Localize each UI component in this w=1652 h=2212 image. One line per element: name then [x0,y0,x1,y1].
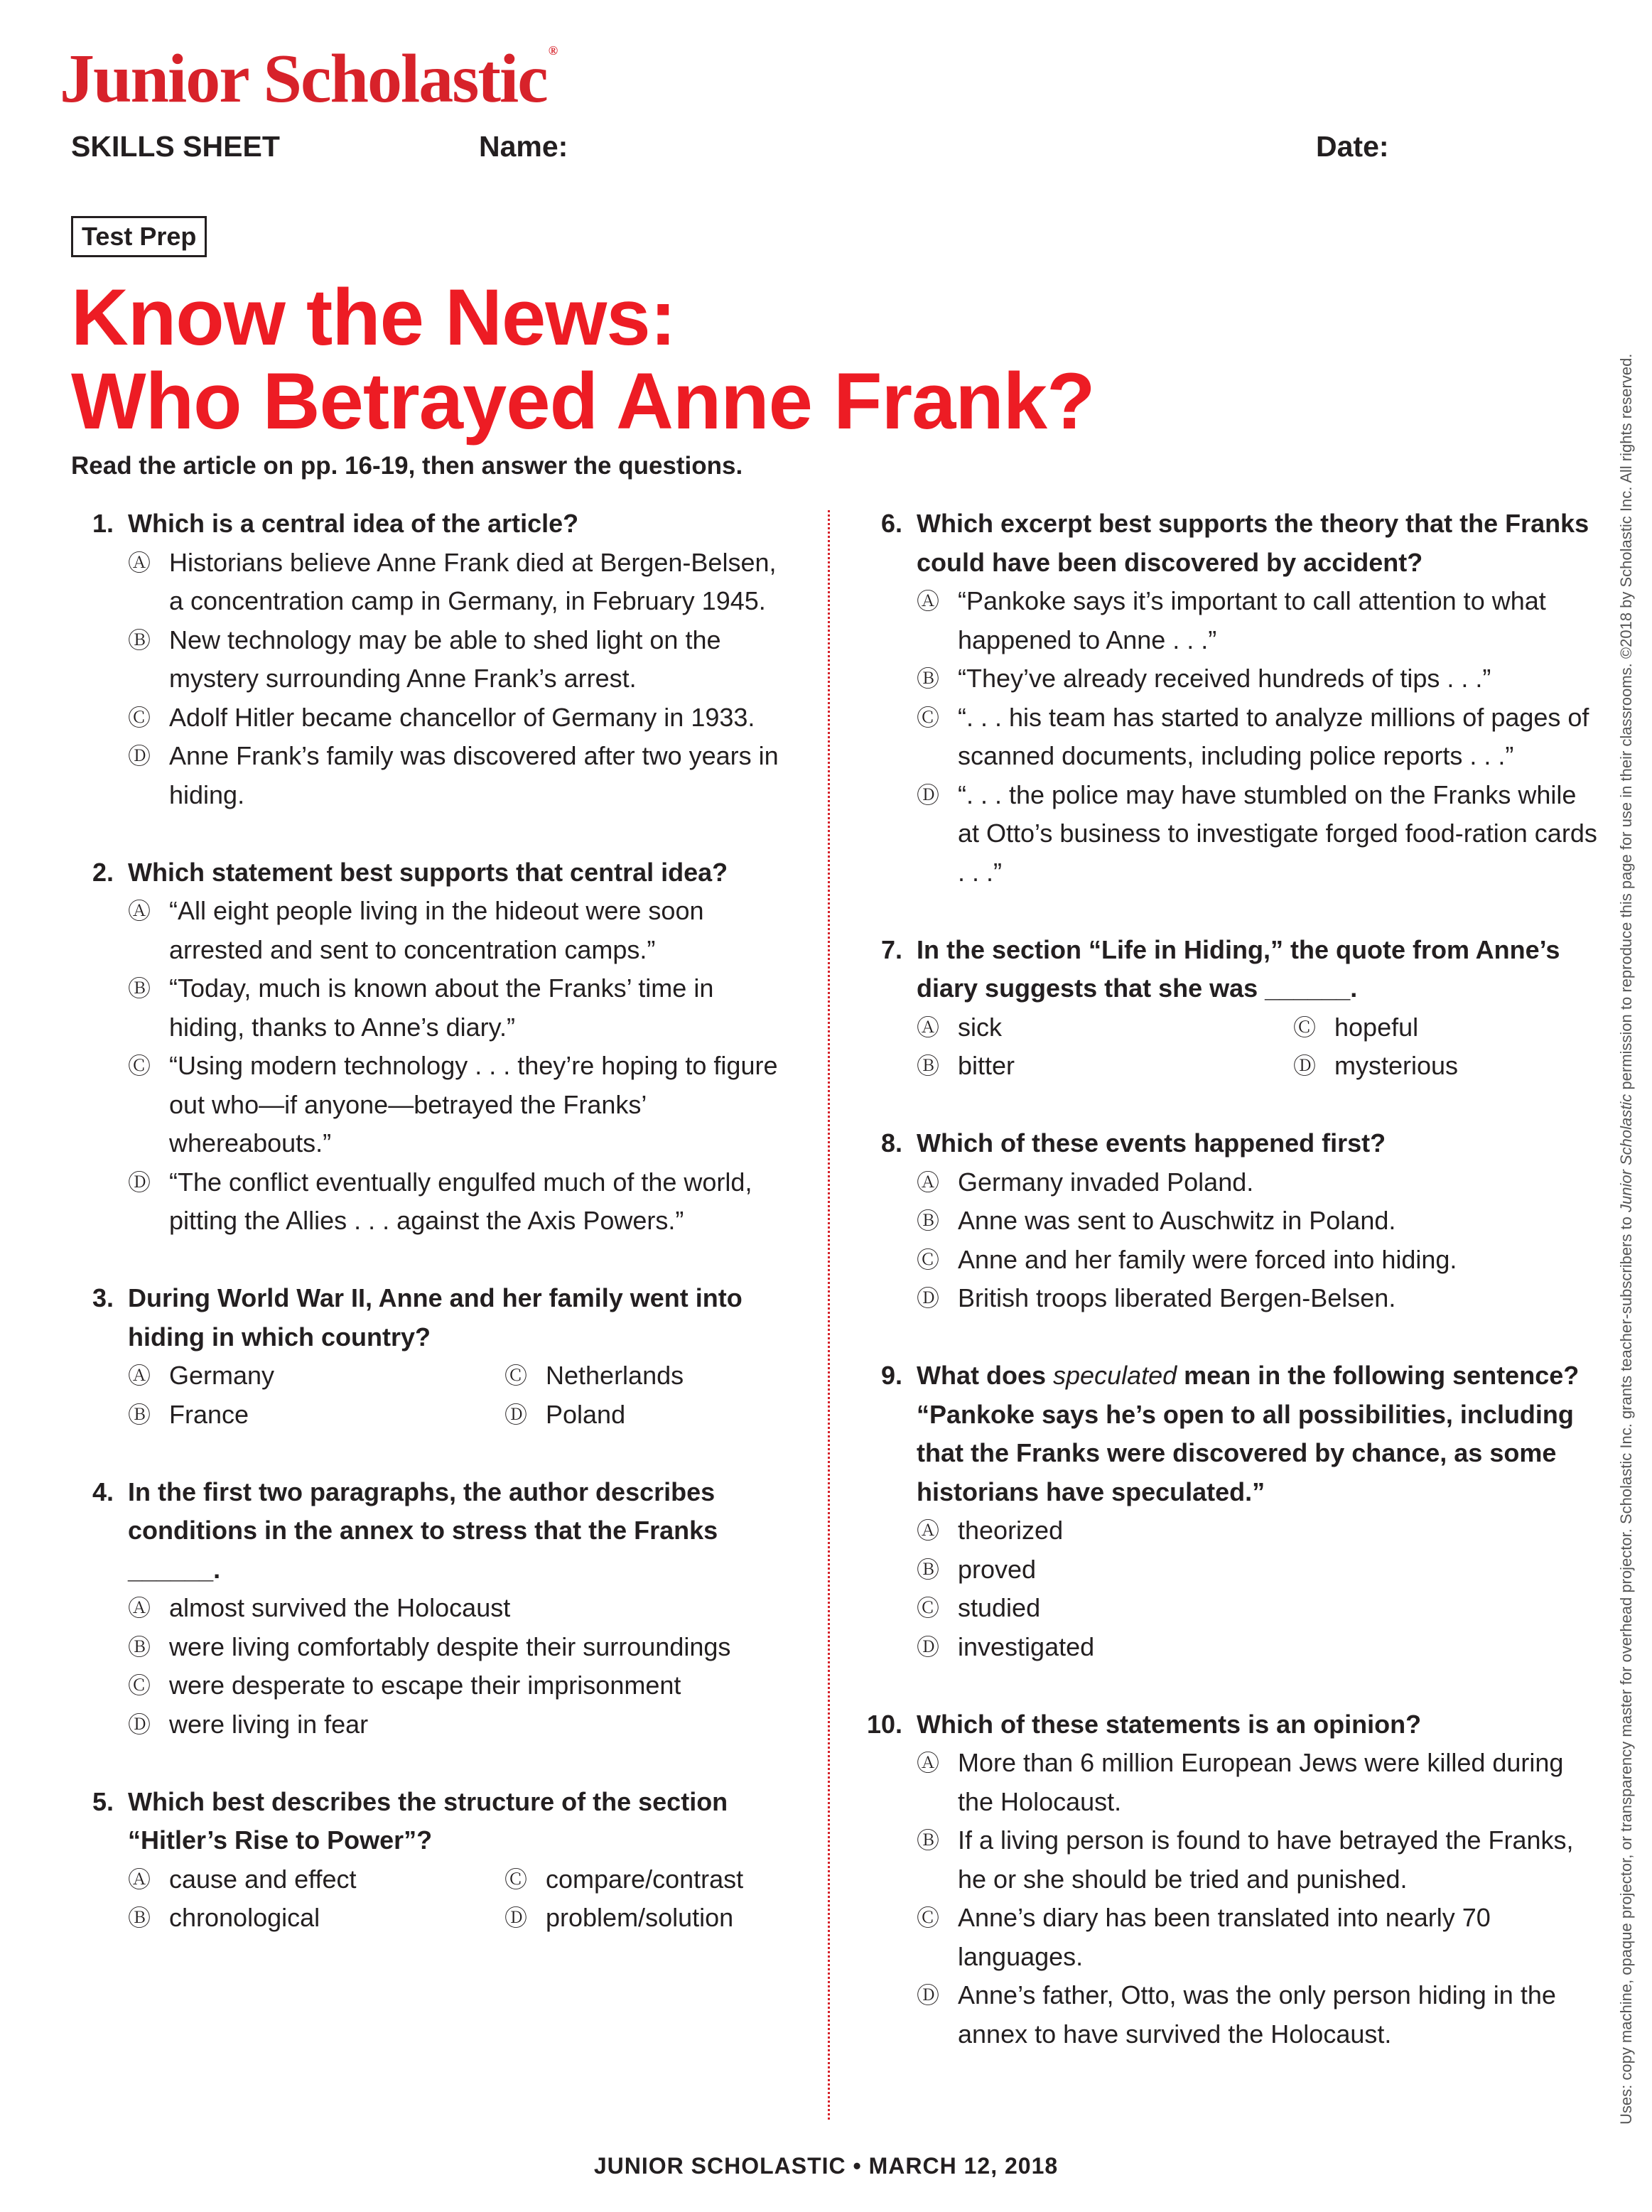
option-letter-b: Ⓑ [917,1556,940,1582]
option-letter-c: Ⓒ [1293,1014,1317,1040]
option-c[interactable] [128,1047,789,1163]
question-number: 7. [880,934,902,964]
option-a[interactable] [917,1163,1599,1202]
title-line-2: Who Betrayed Anne Frank? [71,357,1095,446]
option-text: British troops liberated Bergen-Belsen. [958,1283,1396,1312]
option-a[interactable] [917,1511,1599,1550]
option-letter-a: Ⓐ [917,588,940,614]
option-text: sick [958,1012,1002,1042]
option-letter-a: Ⓐ [128,1866,151,1892]
option-text: hopeful [1334,1012,1419,1042]
option-text: Anne’s father, Otto, was the only person hiding in the annex to have survived the Holocaust. [958,1980,1556,2049]
logo: Junior Scholastic ® [60,41,557,117]
option-text: were desperate to escape their imprisonment [169,1671,681,1700]
option-text: “The conflict eventually engulfed much of the world, pitting the Allies . . . against the Axis Powers.” [169,1167,752,1235]
name-label: Name: [479,130,568,163]
option-letter-d: Ⓓ [128,1711,151,1737]
option-letter-b: Ⓑ [917,1828,940,1853]
question-number: 5. [92,1786,114,1816]
option-text: Anne Frank’s family was discovered after two years in hiding. [169,741,779,809]
option-c[interactable] [504,1356,789,1396]
option-text: compare/contrast [546,1864,744,1894]
question-5 [71,1783,789,1938]
option-d[interactable] [128,737,789,814]
skills-sheet-label: SKILLS SHEET [71,130,280,163]
option-c[interactable] [917,1241,1599,1280]
question-number: 1. [92,509,114,538]
option-text: “Using modern technology . . . they’re hoping to figure out who—if anyone—betrayed the Franks’ whereabouts.” [169,1051,778,1158]
option-letter-a: Ⓐ [128,1595,151,1621]
option-text: New technology may be able to shed light on the mystery surrounding Anne Frank’s arrest. [169,625,721,693]
option-a[interactable] [128,544,789,621]
option-d[interactable] [504,1396,789,1435]
option-b[interactable] [128,1899,504,1938]
option-text: Adolf Hitler became chancellor of Germany in 1933. [169,702,755,732]
option-a[interactable] [128,1860,504,1899]
emphasized-word: speculated [1053,1361,1177,1390]
copyright-notice: Uses: copy machine, opaque projector, or transparency master for overhead projector. Scholastic Inc. grants teacher-subscribers to Junior Scholastic permission to reproduce this page for use in their classrooms. ©2018 by Scholastic Inc. All rights reserved. [1617,353,1635,2125]
option-text: Germany [169,1361,275,1390]
option-b[interactable] [917,659,1599,698]
option-text: “Today, much is known about the Franks’ time in hiding, thanks to Anne’s diary.” [169,973,714,1042]
option-d[interactable] [917,776,1599,892]
option-c[interactable] [917,1899,1599,1976]
option-letter-a: Ⓐ [128,549,151,576]
option-letter-b: Ⓑ [128,1401,151,1428]
option-letter-c: Ⓒ [128,704,151,730]
option-a[interactable] [917,582,1599,659]
option-d[interactable] [917,1976,1599,2054]
option-text: were living in fear [169,1709,369,1739]
question-8 [860,1124,1599,1318]
question-text: Which excerpt best supports the theory that the Franks could have been discovered by accident? [917,509,1589,577]
option-letter-b: Ⓑ [128,976,151,1001]
option-text: Anne was sent to Auschwitz in Poland. [958,1206,1396,1235]
option-letter-c: Ⓒ [128,1673,151,1698]
option-letter-d: Ⓓ [917,782,940,808]
question-text: Which statement best supports that central idea? [128,857,728,887]
option-c[interactable] [128,1666,789,1705]
option-text: “All eight people living in the hideout were soon arrested and sent to concentration camps.” [169,896,704,964]
option-letter-c: Ⓒ [917,1595,940,1621]
option-text: If a living person is found to have betrayed the Franks, he or she should be tried and punished. [958,1825,1574,1894]
option-text: Historians believe Anne Frank died at Bergen-Belsen, a concentration camp in Germany, in February 1945. [169,547,777,615]
option-b[interactable] [128,1396,504,1435]
option-text: proved [958,1554,1037,1584]
option-letter-c: Ⓒ [917,1246,940,1273]
option-letter-b: Ⓑ [917,1053,940,1079]
option-letter-b: Ⓑ [128,1905,151,1931]
option-c[interactable] [917,698,1599,776]
question-text: What does speculated mean in the following sentence? “Pankoke says he’s open to all possibilities, including that the Franks were discovered by chance, as some historians have speculated.” [917,1361,1580,1506]
option-letter-d: Ⓓ [504,1401,528,1428]
option-a[interactable] [128,1589,789,1628]
question-text: In the first two paragraphs, the author describes conditions in the annex to stress that the Franks ______. [128,1477,718,1584]
option-text: were living comfortably despite their surroundings [169,1631,731,1661]
option-b[interactable] [917,1202,1599,1241]
option-b[interactable] [128,621,789,698]
option-b[interactable] [917,1821,1599,1899]
option-a[interactable] [128,892,789,969]
question-number: 2. [92,857,114,887]
option-d[interactable] [917,1279,1599,1318]
page-footer: JUNIOR SCHOLASTIC • MARCH 12, 2018 [593,2153,1059,2179]
test-prep-badge: Test Prep [71,216,207,257]
option-letter-c: Ⓒ [917,1905,940,1931]
option-text: “. . . his team has started to analyze millions of pages of scanned documents, including police reports . . .” [958,702,1589,770]
registered-mark: ® [548,43,557,58]
option-text: bitter [958,1051,1015,1080]
option-d[interactable] [128,1163,789,1241]
option-letter-d: Ⓓ [1293,1053,1317,1079]
option-a[interactable] [917,1744,1599,1821]
option-text: cause and effect [169,1864,357,1894]
option-d[interactable] [504,1899,789,1938]
option-letter-a: Ⓐ [917,1750,940,1776]
option-text: investigated [958,1631,1095,1661]
option-letter-d: Ⓓ [128,743,151,769]
title-line-1: Know the News: [71,273,676,362]
option-a[interactable] [128,1356,504,1396]
question-text: In the section “Life in Hiding,” the quote from Anne’s diary suggests that she was ______. [917,934,1560,1003]
question-6 [860,505,1599,892]
question-text: Which best describes the structure of the section “Hitler’s Rise to Power”? [128,1786,728,1855]
option-letter-d: Ⓓ [917,1634,940,1660]
question-2 [71,853,789,1241]
option-letter-c: Ⓒ [128,1053,151,1079]
option-letter-c: Ⓒ [917,704,940,730]
question-10 [860,1705,1599,2054]
option-letter-b: Ⓑ [128,1634,151,1660]
option-letter-d: Ⓓ [917,1982,940,2008]
option-text: studied [958,1593,1041,1622]
question-4 [71,1473,789,1744]
option-letter-c: Ⓒ [504,1866,528,1892]
option-text: “. . . the police may have stumbled on the Franks while at Otto’s business to investigate forged food-ration cards . . .” [958,779,1597,887]
option-a[interactable] [917,1008,1293,1047]
option-text: More than 6 million European Jews were killed during the Holocaust. [958,1748,1564,1816]
option-text: “Pankoke says it’s important to call attention to what happened to Anne . . .” [958,586,1546,654]
option-letter-d: Ⓓ [504,1905,528,1931]
question-9 [860,1356,1599,1666]
question-number: 8. [880,1128,902,1158]
option-letter-b: Ⓑ [128,627,151,653]
question-1 [71,505,789,814]
option-letter-b: Ⓑ [917,666,940,691]
instructions: Read the article on pp. 16-19, then answer the questions. [71,452,743,480]
option-b[interactable] [128,969,789,1047]
option-letter-a: Ⓐ [917,1014,940,1040]
option-letter-d: Ⓓ [917,1285,940,1311]
option-letter-d: Ⓓ [128,1169,151,1195]
option-text: “They’ve already received hundreds of tips . . .” [958,664,1491,693]
option-c[interactable] [504,1860,789,1899]
option-text: Netherlands [546,1361,684,1390]
question-number: 3. [92,1283,114,1312]
option-text: problem/solution [546,1903,734,1932]
question-7 [860,931,1599,1086]
question-text: Which is a central idea of the article? [128,509,579,538]
option-text: Anne’s diary has been translated into nearly 70 languages. [958,1903,1491,1971]
option-letter-a: Ⓐ [128,1363,151,1388]
option-d[interactable] [128,1705,789,1744]
option-letter-a: Ⓐ [128,898,151,924]
column-divider [828,510,830,2120]
option-b[interactable] [917,1550,1599,1590]
left-column [71,505,789,1976]
right-column [860,505,1599,2093]
option-letter-b: Ⓑ [917,1208,940,1234]
option-text: France [169,1399,249,1429]
question-number: 10. [866,1709,902,1739]
question-number: 4. [92,1477,114,1506]
option-b[interactable] [128,1628,789,1667]
option-text: theorized [958,1516,1064,1545]
question-text: Which of these statements is an opinion? [917,1709,1422,1739]
option-c[interactable] [128,698,789,738]
option-text: Poland [546,1399,626,1429]
option-text: chronological [169,1903,320,1932]
question-text: During World War II, Anne and her family went into hiding in which country? [128,1283,743,1352]
question-3 [71,1279,789,1434]
question-number: 6. [880,509,902,538]
option-letter-c: Ⓒ [504,1363,528,1388]
date-label: Date: [1316,130,1389,163]
option-letter-a: Ⓐ [917,1169,940,1195]
question-number: 9. [880,1361,902,1390]
option-c[interactable] [1293,1008,1599,1047]
option-text: mysterious [1334,1051,1459,1080]
option-text: almost survived the Holocaust [169,1593,511,1622]
page-title [71,273,1095,446]
option-letter-a: Ⓐ [917,1518,940,1543]
option-b[interactable] [917,1047,1293,1086]
option-text: Anne and her family were forced into hiding. [958,1244,1457,1274]
question-text: Which of these events happened first? [917,1128,1386,1158]
option-d[interactable] [917,1628,1599,1667]
option-text: Germany invaded Poland. [958,1167,1254,1197]
option-d[interactable] [1293,1047,1599,1086]
option-c[interactable] [917,1589,1599,1628]
